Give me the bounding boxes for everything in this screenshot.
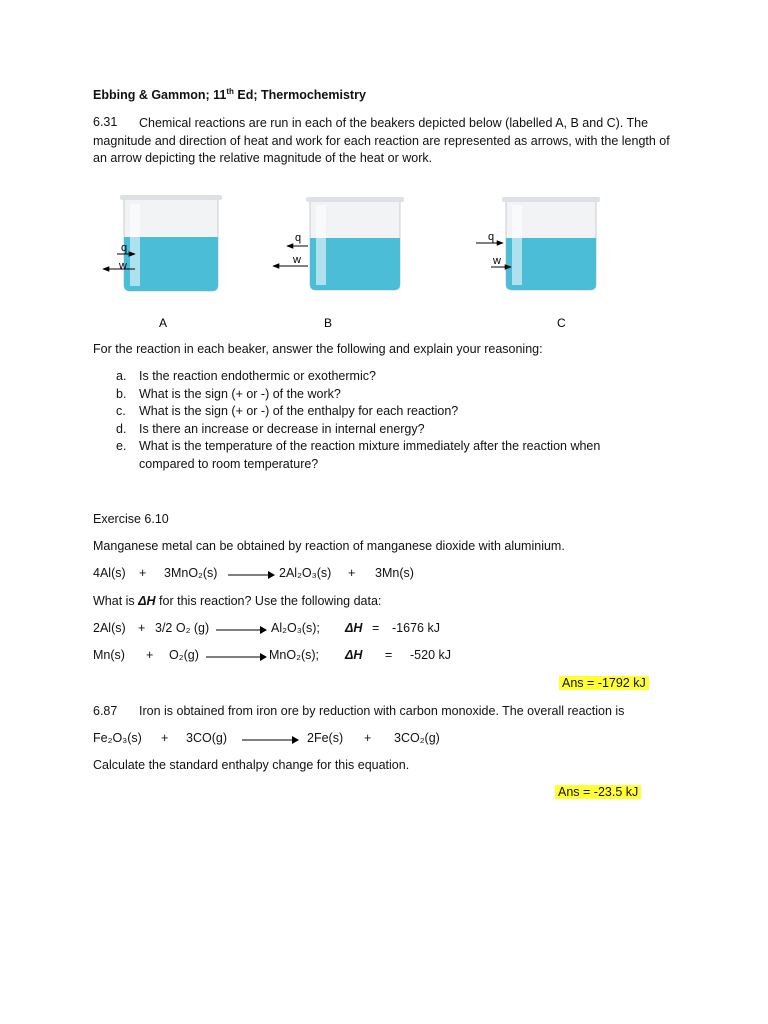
beaker-figure — [0, 190, 768, 335]
beaker-c-w-label: w — [493, 255, 501, 267]
reaction-arrow — [206, 650, 268, 662]
reaction-arrow — [228, 568, 276, 580]
question-number: 6.31 — [93, 115, 118, 129]
beaker-a-q-label: q — [121, 242, 128, 254]
beaker-b-w-label: w — [293, 254, 301, 266]
beaker-b — [306, 197, 404, 290]
equation-main: 4Al(s) + 3MnO₂(s) 2Al₂O₃(s) + 3Mn(s) — [93, 566, 414, 580]
exercise-question: What is ΔH for this reaction? Use the following data: — [93, 594, 382, 608]
question-list: a. Is the reaction endothermic or exothermic? b. What is the sign (+ or -) of the work? c. What is the sign (+ or -) of the enthalpy for each reaction? d. Is there an increase or decrease in internal energy? e. What is the temperature of the reaction mixture immediately after the reaction when compared to room temperature? — [116, 369, 601, 471]
instructions: For the reaction in each beaker, answer the following and explain your reasoning: — [93, 342, 543, 356]
answer-highlight: Ans = -23.5 kJ — [555, 785, 641, 799]
beaker-c-q-label: q — [488, 231, 495, 243]
beaker-a-label: A — [159, 316, 168, 330]
beaker-b-q-label: q — [295, 232, 302, 244]
question-number: 6.87 — [93, 704, 118, 718]
reaction-arrow — [216, 623, 268, 635]
beaker-b-label: B — [324, 316, 333, 330]
question-text: Iron is obtained from iron ore by reduction with carbon monoxide. The overall reaction is — [139, 704, 625, 718]
exercise-intro: Manganese metal can be obtained by reaction of manganese dioxide with aluminium. — [93, 539, 565, 553]
question-text: Calculate the standard enthalpy change for this equation. — [93, 758, 410, 772]
beaker-a — [120, 195, 222, 291]
answer-highlight: Ans = -1792 kJ — [559, 676, 649, 690]
beaker-a-w-label: w — [119, 260, 127, 272]
page-title: Ebbing & Gammon; 11th Ed; Thermochemistry — [93, 86, 366, 102]
exercise-title: Exercise 6.10 — [93, 512, 169, 526]
beaker-c — [502, 197, 600, 290]
question-text: Chemical reactions are run in each of the beakers depicted below (labelled A, B and C). The magnitude and direction of heat and work for each reaction are represented as arrows, with the length of an arrow depicting the relative magnitude of the heat or work. — [93, 116, 670, 165]
beaker-c-label: C — [557, 316, 566, 330]
reaction-arrow — [242, 733, 300, 745]
data-equation-1: 2Al(s) + 3/2 O₂ (g) Al₂O₃(s); ΔH = -1676 kJ — [93, 621, 440, 635]
equation-iron: Fe₂O₃(s) + 3CO(g) 2Fe(s) + 3CO₂(g) — [93, 731, 440, 745]
data-equation-2: Mn(s) + O₂(g) MnO₂(s); ΔH = -520 kJ — [93, 648, 451, 662]
